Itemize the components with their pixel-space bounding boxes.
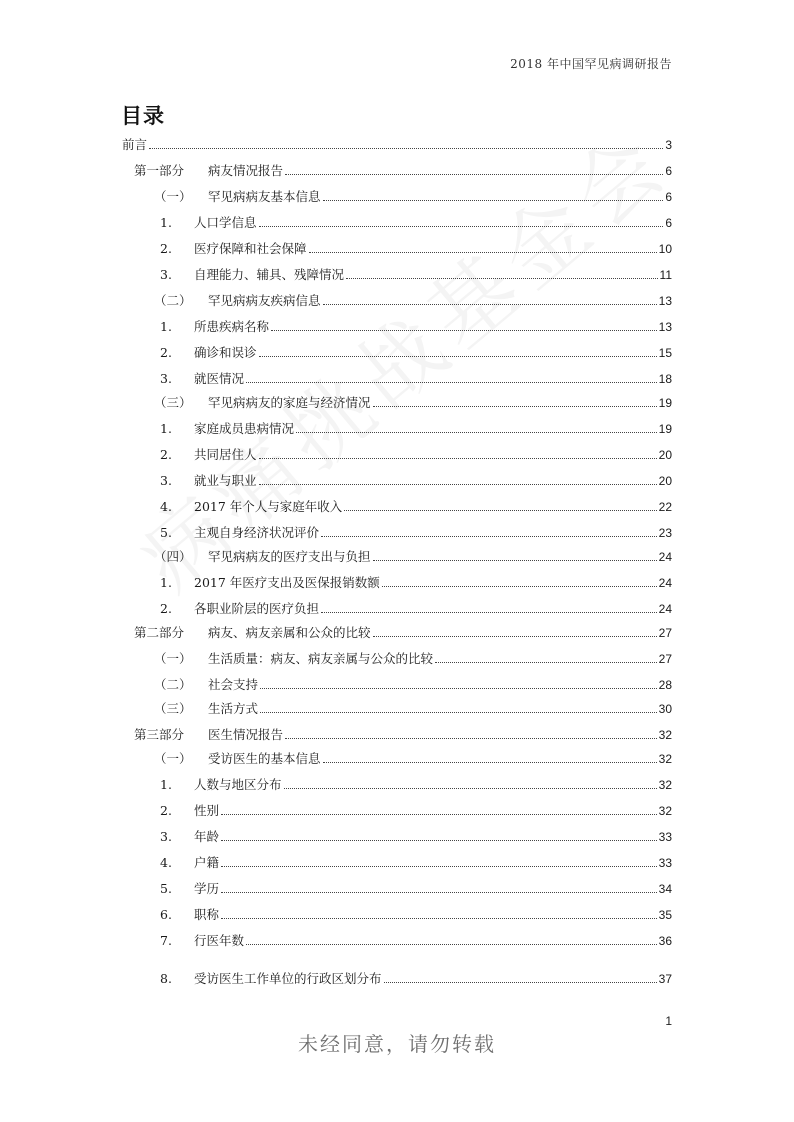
toc-dot-leader	[149, 148, 663, 149]
toc-entry-number: 1.	[160, 421, 172, 436]
toc-entry-number: 1.	[160, 319, 172, 334]
toc-entry-title: 主观自身经济状况评价	[194, 525, 320, 540]
toc-entry-page: 20	[658, 474, 672, 488]
toc-dot-leader	[296, 432, 657, 433]
toc-entry-page: 22	[658, 500, 672, 514]
toc-entry-number: 6.	[160, 907, 172, 922]
toc-entry[interactable]	[160, 319, 672, 335]
toc-entry-page: 27	[658, 652, 672, 666]
toc-entry-title: 所患疾病名称	[194, 319, 270, 334]
toc-entry-title: 年龄	[194, 829, 220, 844]
toc-entry-page: 18	[658, 372, 672, 386]
toc-entry-number: 3.	[160, 371, 172, 386]
toc-entry-number: 1.	[160, 777, 172, 792]
toc-dot-leader	[285, 174, 663, 175]
toc-entry-page: 32	[658, 778, 672, 792]
toc-entry[interactable]	[160, 525, 672, 541]
toc-entry-number: 第三部分	[134, 727, 185, 742]
toc-dot-leader	[284, 788, 657, 789]
toc-entry-number: （四）	[154, 549, 192, 564]
toc-entry-number: 2.	[160, 241, 172, 256]
toc-entry[interactable]	[150, 293, 672, 309]
toc-entry[interactable]	[160, 575, 672, 591]
toc-dot-leader	[323, 304, 657, 305]
toc-entry[interactable]	[134, 163, 672, 179]
toc-entry[interactable]	[150, 677, 672, 693]
toc-entry-page: 11	[659, 268, 672, 282]
toc-entry-number: 2.	[160, 803, 172, 818]
page-header: 2018 年中国罕见病调研报告	[510, 57, 672, 71]
toc-entry-title: 行医年数	[194, 933, 245, 948]
toc-dot-leader	[246, 382, 657, 383]
toc-entry-number: （一）	[154, 751, 192, 766]
toc-entry-page: 32	[658, 728, 672, 742]
toc-entry-page: 24	[658, 550, 672, 564]
toc-dot-leader	[221, 814, 657, 815]
toc-entry-number: （三）	[154, 395, 192, 410]
toc-entry-title: 户籍	[194, 855, 220, 870]
toc-entry-page: 15	[658, 346, 672, 360]
toc-entry-page: 35	[658, 908, 672, 922]
page-title: 目录	[121, 104, 165, 128]
toc-entry-page: 32	[658, 804, 672, 818]
toc-entry-page: 34	[658, 882, 672, 896]
toc-entry-page: 6	[665, 216, 672, 230]
toc-entry-title: 罕见病病友的医疗支出与负担	[208, 549, 371, 564]
toc-entry-title: 社会支持	[208, 677, 259, 692]
toc-entry-number: 2.	[160, 447, 172, 462]
toc-entry[interactable]	[160, 933, 672, 949]
toc-dot-leader	[259, 356, 657, 357]
toc-entry-number: 3.	[160, 267, 172, 282]
toc-entry-number: 5.	[160, 525, 172, 540]
toc-entry-title: 医疗保障和社会保障	[194, 241, 307, 256]
page-number: 1	[665, 1014, 672, 1028]
toc-entry-title: 罕见病病友基本信息	[208, 189, 321, 204]
toc-dot-leader	[323, 200, 664, 201]
toc-entry[interactable]	[160, 855, 672, 871]
toc-entry-number: 1.	[160, 575, 172, 590]
toc-entry-page: 37	[658, 972, 672, 986]
toc-dot-leader	[221, 840, 657, 841]
toc-dot-leader	[259, 484, 657, 485]
toc-entry-title: 各职业阶层的医疗负担	[194, 601, 320, 616]
toc-entry-title: 家庭成员患病情况	[194, 421, 295, 436]
toc-dot-leader	[373, 406, 657, 407]
toc-entry[interactable]	[150, 395, 672, 411]
toc-entry-page: 6	[665, 190, 672, 204]
toc-dot-leader	[271, 330, 657, 331]
toc-entry[interactable]	[160, 421, 672, 437]
toc-dot-leader	[221, 892, 657, 893]
toc-dot-leader	[321, 536, 657, 537]
toc-dot-leader	[221, 918, 657, 919]
toc-entry-page: 28	[658, 678, 672, 692]
toc-entry-number: （二）	[154, 677, 192, 692]
toc-entry-number: （三）	[154, 701, 192, 716]
toc-dot-leader	[260, 712, 657, 713]
toc-entry[interactable]	[160, 907, 672, 923]
toc-entry-number: 5.	[160, 881, 172, 896]
toc-entry-title: 病友情况报告	[208, 163, 284, 178]
toc-dot-leader	[260, 688, 657, 689]
toc-entry-page: 36	[658, 934, 672, 948]
toc-entry-title: 学历	[194, 881, 220, 896]
toc-entry-page: 27	[658, 626, 672, 640]
toc-entry[interactable]	[160, 803, 672, 819]
toc-entry-number: （一）	[154, 189, 192, 204]
toc-entry-number: 2.	[160, 345, 172, 360]
toc-entry[interactable]	[150, 549, 672, 565]
toc-entry-page: 20	[658, 448, 672, 462]
toc-dot-leader	[221, 866, 657, 867]
toc-entry[interactable]	[160, 447, 672, 463]
toc-entry-title: 职称	[194, 907, 220, 922]
toc-entry-number: 1.	[160, 215, 172, 230]
toc-entry-page: 10	[658, 242, 672, 256]
toc-entry-page: 19	[658, 396, 672, 410]
toc-entry-title: 罕见病病友的家庭与经济情况	[208, 395, 371, 410]
toc-entry-page: 19	[658, 422, 672, 436]
toc-entry[interactable]	[160, 881, 672, 897]
footer-note: 未经同意，请勿转载	[298, 1032, 496, 1056]
toc-dot-leader	[246, 944, 657, 945]
toc-entry-page: 3	[665, 138, 672, 152]
toc-entry-title: 人口学信息	[194, 215, 257, 230]
toc-entry[interactable]	[160, 473, 672, 489]
toc-entry-title: 性别	[194, 803, 220, 818]
toc-entry-number: 3.	[160, 473, 172, 488]
toc-dot-leader	[344, 510, 656, 511]
toc-dot-leader	[373, 560, 657, 561]
toc-entry-page: 6	[665, 164, 672, 178]
toc-entry-title: 病友、病友亲属和公众的比较	[208, 625, 371, 640]
toc-entry[interactable]	[160, 971, 672, 987]
toc-entry[interactable]	[150, 189, 672, 205]
toc-entry[interactable]	[160, 499, 672, 515]
toc-entry[interactable]	[134, 727, 672, 743]
toc-dot-leader	[285, 738, 657, 739]
toc-entry-title: 共同居住人	[194, 447, 257, 462]
toc-entry[interactable]	[160, 601, 672, 617]
toc-entry-title: 罕见病病友疾病信息	[208, 293, 321, 308]
toc-dot-leader	[309, 252, 657, 253]
toc-entry-page: 13	[658, 294, 672, 308]
toc-entry-title: 确诊和误诊	[194, 345, 257, 360]
toc-entry-title: 就业与职业	[194, 473, 257, 488]
toc-dot-leader	[346, 278, 658, 279]
toc-entry-number: （二）	[154, 293, 192, 308]
toc-entry-page: 33	[658, 830, 672, 844]
toc-entry[interactable]	[160, 371, 672, 387]
toc-entry-title: 受访医生工作单位的行政区划分布	[194, 971, 382, 986]
toc-entry-number: 第二部分	[134, 625, 185, 640]
toc-dot-leader	[382, 586, 657, 587]
toc-entry-number: 4.	[160, 855, 172, 870]
toc-entry-title: 就医情况	[194, 371, 245, 386]
toc-entry-title: 2017 年医疗支出及医保报销数额	[194, 575, 380, 590]
toc-entry-page: 30	[658, 702, 672, 716]
toc-entry-page: 24	[658, 602, 672, 616]
toc-entry-page: 23	[658, 526, 672, 540]
toc-entry[interactable]	[150, 651, 672, 667]
toc-entry[interactable]	[160, 241, 672, 257]
toc-entry-number: 7.	[160, 933, 172, 948]
toc-entry[interactable]	[160, 267, 672, 283]
toc-entry[interactable]	[150, 751, 672, 767]
toc-entry[interactable]	[122, 137, 672, 153]
toc-entry-page: 33	[658, 856, 672, 870]
toc-dot-leader	[321, 612, 657, 613]
toc-entry[interactable]	[160, 215, 672, 231]
toc-dot-leader	[259, 458, 657, 459]
toc-entry-title: 生活方式	[208, 701, 259, 716]
toc-entry-title: 人数与地区分布	[194, 777, 282, 792]
toc-entry-number: （一）	[154, 651, 192, 666]
toc-entry-title: 2017 年个人与家庭年收入	[194, 499, 343, 514]
toc-dot-leader	[259, 226, 664, 227]
toc-entry-number: 第一部分	[134, 163, 185, 178]
toc-entry-title: 生活质量：病友、病友亲属与公众的比较	[208, 651, 434, 666]
toc-entry-number: 3.	[160, 829, 172, 844]
toc-entry-title: 受访医生的基本信息	[208, 751, 321, 766]
toc-entry-number: 2.	[160, 601, 172, 616]
toc-dot-leader	[435, 662, 657, 663]
toc-dot-leader	[373, 636, 657, 637]
toc-dot-leader	[323, 762, 657, 763]
toc-entry-title: 自理能力、辅具、残障情况	[194, 267, 345, 282]
toc-entry[interactable]	[134, 625, 672, 641]
toc-entry[interactable]	[150, 701, 672, 717]
toc-entry-number: 8.	[160, 971, 172, 986]
toc-dot-leader	[384, 982, 657, 983]
toc-entry[interactable]	[160, 829, 672, 845]
toc-entry[interactable]	[160, 777, 672, 793]
toc-entry[interactable]	[160, 345, 672, 361]
toc-entry-page: 24	[658, 576, 672, 590]
toc-entry-title: 前言	[122, 137, 148, 152]
toc-entry-page: 32	[658, 752, 672, 766]
toc-entry-title: 医生情况报告	[208, 727, 284, 742]
toc-entry-page: 13	[658, 320, 672, 334]
toc-entry-number: 4.	[160, 499, 172, 514]
